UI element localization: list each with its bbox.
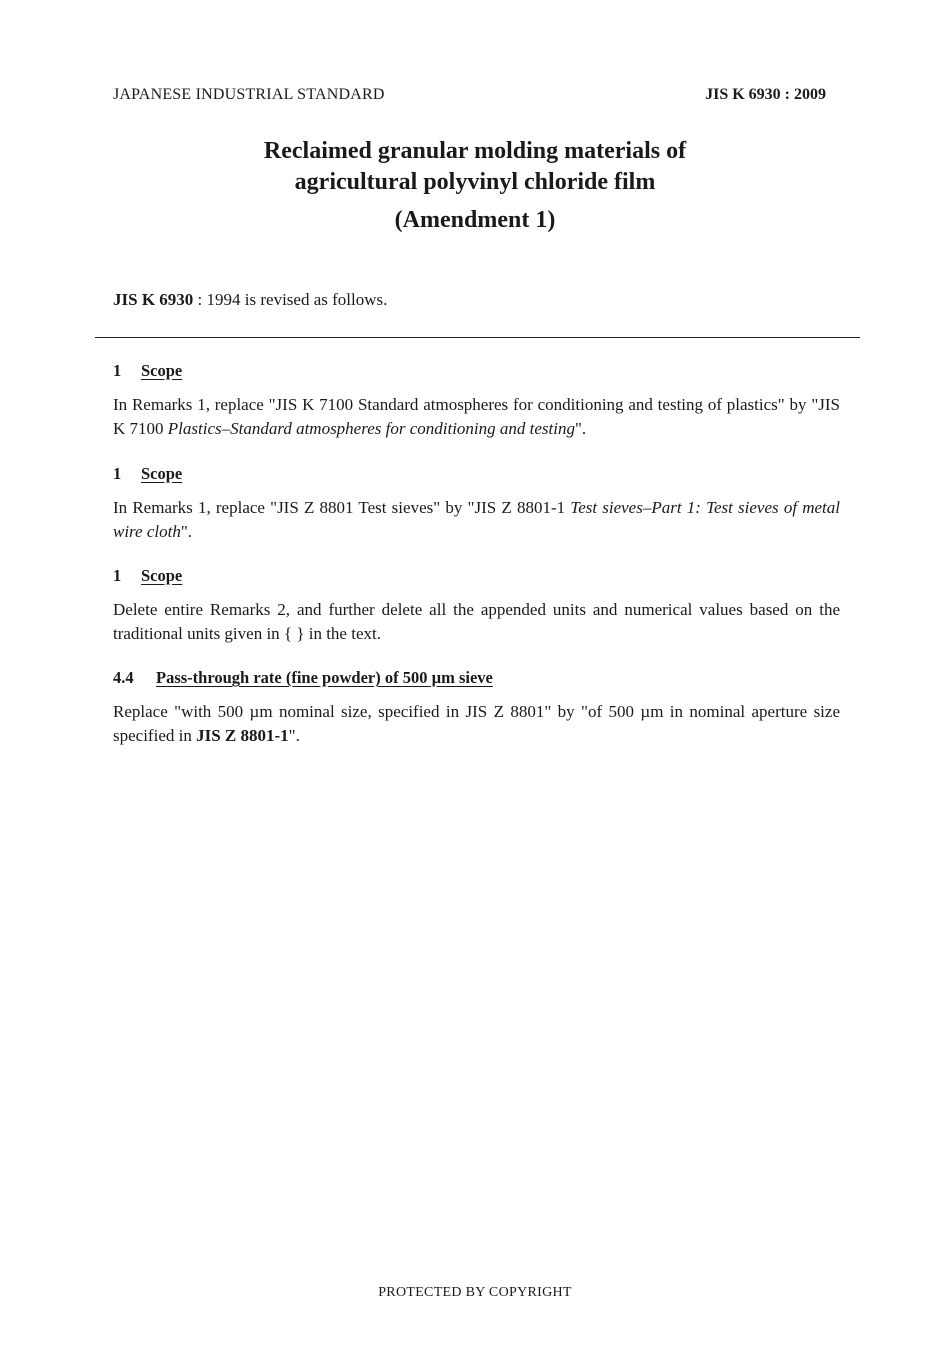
document-title: [0, 136, 950, 198]
intro-text: : 1994 is revised as follows.: [193, 290, 388, 309]
section-title: Scope: [141, 464, 183, 483]
body-end: ".: [574, 419, 587, 438]
copyright-footer: PROTECTED BY COPYRIGHT: [378, 1285, 572, 1300]
section-body: [113, 393, 840, 441]
section-heading: [113, 566, 840, 586]
title-line-2: agricultural polyvinyl chloride film: [294, 169, 656, 195]
section-body: [113, 598, 840, 646]
section-title: Pass-through rate (fine powder) of 500 µm sieve: [156, 668, 493, 687]
body-italic-text: Plastics–Standard atmospheres for conditioning and testing: [167, 419, 575, 438]
amendment-label: (Amendment 1): [394, 207, 556, 233]
body-text: Delete entire Remarks 2, and further delete all the appended units and numerical values based on the traditional units given in { } in the text.: [113, 600, 840, 643]
body-italic-text: Test sieves–Part 1: Test sieves of metal wire cloth: [113, 498, 840, 541]
intro-code: JIS K 6930: [113, 290, 194, 309]
body-text: In Remarks 1, replace "JIS K 7100 Standard atmospheres for conditioning and testing of plastics" by "JIS K 7100: [113, 395, 840, 438]
body-bold-text: JIS Z 8801-1: [196, 726, 289, 745]
section-title: Scope: [141, 361, 183, 380]
section-body: [113, 700, 840, 748]
section-pass-through-rate: [113, 668, 840, 748]
title-line-1: Reclaimed granular molding materials of: [263, 138, 687, 164]
header-standard-code: JIS K 6930 : 2009: [705, 86, 826, 103]
section-scope-3: [113, 566, 840, 646]
section-number: 1: [113, 566, 122, 585]
body-text: In Remarks 1, replace "JIS Z 8801 Test sieves" by "JIS Z 8801-1: [113, 498, 571, 517]
body-text: Replace "with 500 µm nominal size, specified in JIS Z 8801" by "of 500 µm in nominal aperture size specified in: [113, 702, 840, 745]
section-scope-1: [113, 361, 840, 441]
body-end: ".: [180, 522, 193, 541]
section-scope-2: [113, 464, 840, 544]
section-body: [113, 496, 840, 544]
section-number: 1: [113, 361, 122, 380]
intro-statement: [113, 290, 387, 310]
section-heading: [113, 668, 840, 688]
section-heading: [113, 361, 840, 381]
section-number: 4.4: [113, 668, 134, 687]
section-title: Scope: [141, 566, 183, 585]
body-end: ".: [288, 726, 300, 745]
divider: [95, 337, 860, 338]
header-standard-label: JAPANESE INDUSTRIAL STANDARD: [113, 86, 385, 103]
section-number: 1: [113, 464, 122, 483]
section-heading: [113, 464, 840, 484]
